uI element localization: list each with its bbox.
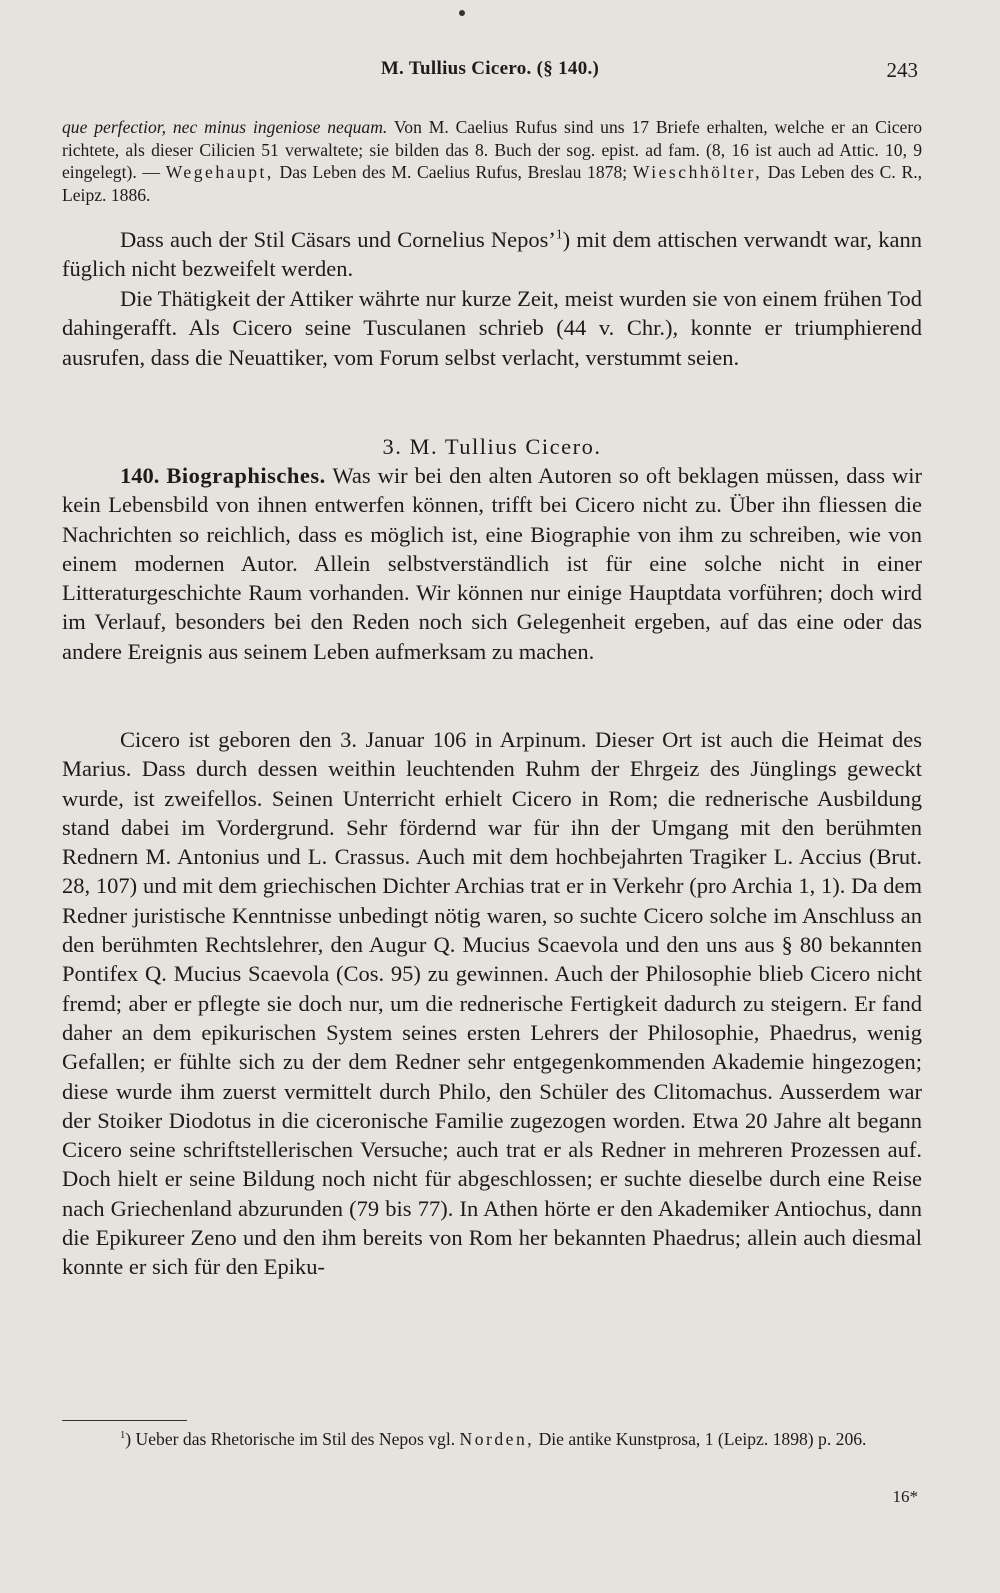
running-title: M. Tullius Cicero. (§ 140.)	[380, 58, 600, 79]
latin-quote: que perfectior, nec minus ingeniose nequam.	[62, 117, 388, 137]
section-140	[62, 461, 922, 666]
paragraph-stil-text: Dass auch der Stil Cäsars und Cornelius Nepos’	[120, 227, 556, 252]
top-note	[62, 116, 922, 206]
footnote-rule	[62, 1420, 187, 1421]
footnote	[62, 1428, 922, 1451]
section-title: Biographisches.	[166, 463, 326, 488]
footnote-text-1: ) Ueber das Rhetorische im Stil des Nepos vgl.	[125, 1429, 460, 1449]
footnote-ref: 1	[555, 226, 563, 242]
ink-speck	[459, 10, 465, 16]
paragraph-stil	[62, 225, 922, 284]
footnote-text-2: Die antike Kunstprosa, 1 (Leipz. 1898) p. 206.	[534, 1429, 867, 1449]
author-norden: Norden,	[459, 1429, 535, 1449]
paragraph-biography: Cicero ist geboren den 3. Januar 106 in Arpinum. Dieser Ort ist auch die Heimat des Marius. Dass durch dessen weithin leuchtenden Ruhm der Ehrgeiz des Jünglings geweckt wurde, ist zweifellos. Seinen Unterricht erhielt Cicero in Rom; die rednerische Ausbildung stand dabei im Vordergrund. Sehr fördernd war für ihn der Umgang mit den berühmten Rednern M. Antonius und L. Crassus. Auch mit dem hochbejahrten Tragiker L. Accius (Brut. 28, 107) und mit dem griechischen Dichter Archias trat er in Verkehr (pro Archia 1, 1). Da dem Redner juristische Kenntnisse unbedingt nötig waren, so suchte Cicero solche im Anschluss an den berühmten Rechtslehrer, den Augur Q. Mucius Scaevola und den uns aus § 80 bekannten Pontifex Q. Mucius Scaevola (Cos. 95) zu gewinnen. Auch der Philosophie blieb Cicero nicht fremd; aber er pflegte sie doch nur, um die rednerische Fertigkeit dadurch zu steigern. Er fand daher an dem epikurischen System seines ersten Lehrers der Philosophie, Phaedrus, wenig Gefallen; er fühlte sich zu der dem Redner sehr entgegenkommenden Akademie hingezogen; diese wurde ihm zuerst vermittelt durch Philo, den Schüler des Clitomachus. Ausserdem war der Stoiker Diodotus in die ciceronische Familie zugezogen worden. Etwa 20 Jahre alt begann Cicero seine schriftstellerischen Versuche; auch trat er als Redner in mehreren Prozessen auf. Doch hielt er seine Bildung noch nicht für abgeschlossen; er suchte dieselbe durch eine Reise nach Griechenland abzurunden (79 bis 77). In Athen hörte er den Akademiker Antiochus, dann die Epikureer Zeno und den ihm bereits von Rom her bekannten Phaedrus; allein auch diesmal konnte er sich für den Epiku-	[62, 727, 922, 1280]
page-number: 243	[886, 58, 918, 82]
paragraph-stil-text-end: ) mit dem attischen verwandt war, kann füglich nicht bezweifelt werden.	[62, 227, 922, 282]
author-wieschhoelter: Wieschhölter,	[632, 162, 763, 182]
section-number: 140.	[120, 463, 160, 488]
running-head	[62, 58, 918, 90]
top-note-text-1: Von M. Caelius Rufus sind uns 17 Briefe erhalten, welche er an Cicero richtete, als dieser Cilicien 51 verwaltete; sie bilden das 8. Buch der sog. epist. ad fam. (8, 16 ist auch ad Attic. 10, 9 eingelegt). —	[62, 117, 923, 182]
paragraph-attiker: Die Thätigkeit der Attiker währte nur kurze Zeit, meist wurden sie von einem frühen Tod dahingerafft. Als Cicero seine Tusculanen schrieb (44 v. Chr.), konnte er triumphierend ausrufen, dass die Neuattiker, vom Forum selbst verlacht, verstummt seien.	[62, 286, 922, 370]
section-heading: 3. M. Tullius Cicero.	[382, 434, 602, 459]
author-wegehaupt: Wegehaupt,	[165, 162, 274, 182]
signature-mark: 16*	[892, 1487, 918, 1506]
section-140-text: Was wir bei den alten Autoren so oft beklagen müssen, dass wir kein Lebensbild von ihnen entwerfen können, trifft bei Cicero nicht zu. Über ihn fliessen die Nachrichten so reichlich, dass es möglich ist, eine Biographie von ihm zu schreiben, wie von einem modernen Autor. Allein selbstverständlich ist für eine solche nicht in einer Litteraturgeschichte Raum vorhanden. Wir können nur einige Hauptdata vorführen; doch wird im Verlauf, besonders bei den Reden noch sich Gelegenheit ergeben, auf das eine oder das andere Ereignis aus seinem Leben aufmerksam zu machen.	[62, 463, 922, 664]
top-note-text-2: Das Leben des M. Caelius Rufus, Breslau 1878;	[273, 162, 633, 182]
top-note-text-3: Das Leben des C. R., Leipz. 1886.	[62, 162, 922, 205]
footnote-marker: 1	[120, 1430, 126, 1442]
